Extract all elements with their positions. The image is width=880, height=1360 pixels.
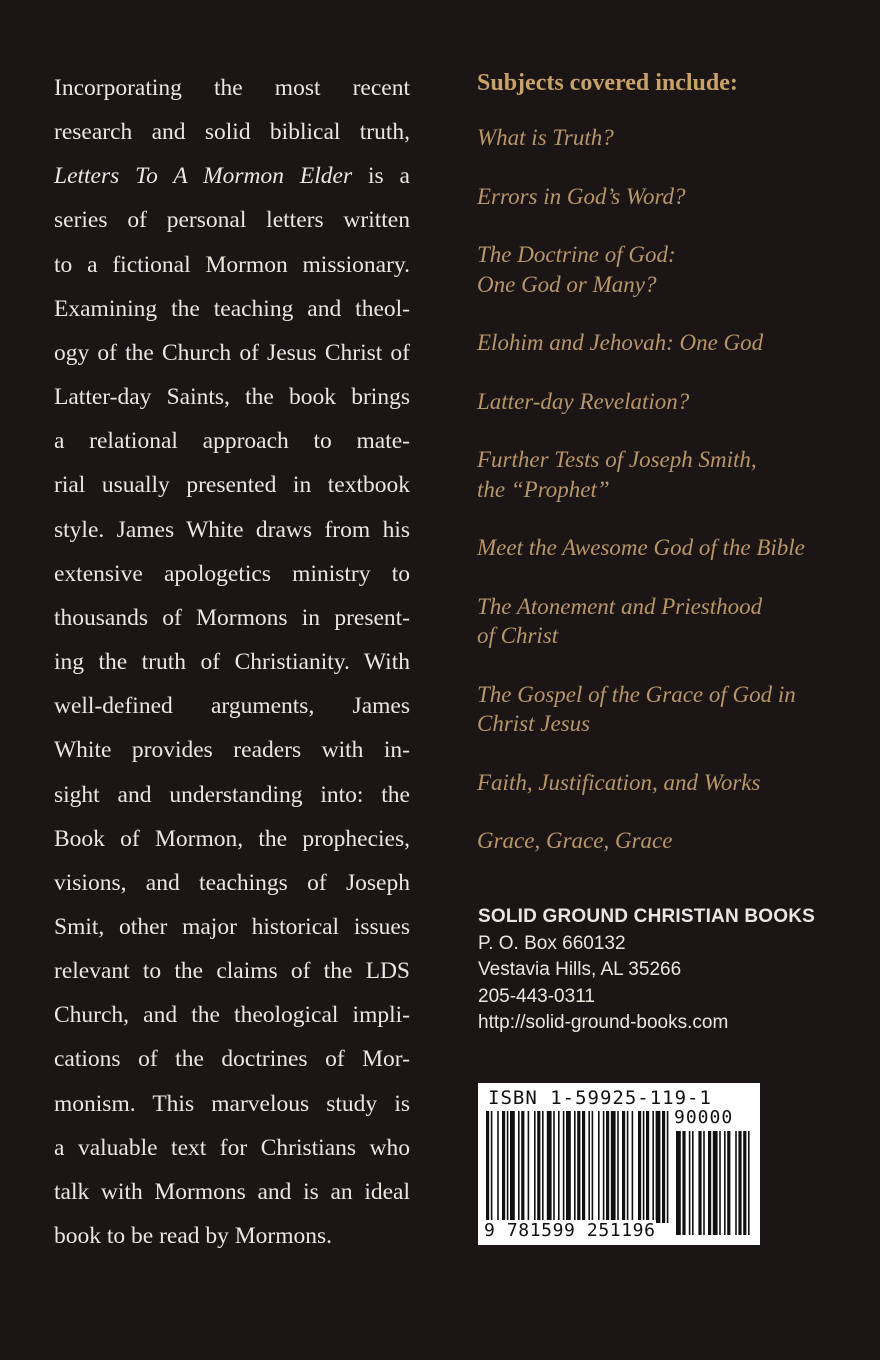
subject-item: Meet the Awesome God of the Bible	[477, 535, 805, 560]
description-line: Smit, other major historical issues	[54, 913, 410, 940]
description-line: White provides readers with in-	[54, 737, 410, 764]
description-line: Examining the teaching and theol-	[54, 295, 410, 322]
description-line: a relational approach to mate-	[54, 428, 410, 455]
barcode-bar	[611, 1111, 616, 1223]
description-line: style. James White draws from his	[54, 516, 410, 543]
barcode-addon-bar	[743, 1131, 746, 1235]
barcode-bar	[662, 1111, 665, 1223]
isbn-barcode	[478, 1083, 760, 1245]
barcode-addon-bar	[713, 1131, 718, 1235]
description-line: Letters To A Mormon Elder is a	[54, 163, 410, 190]
barcode-bar	[563, 1111, 565, 1223]
book-description	[54, 66, 410, 1258]
barcode-bar	[627, 1111, 629, 1223]
barcode-bar	[574, 1111, 576, 1223]
barcode-bar	[646, 1111, 649, 1223]
subject-item: Elohim and Jehovah: One God	[477, 330, 764, 355]
subject-item: The Atonement and Priesthood of Christ	[477, 593, 763, 648]
description-line: ogy of the Church of Jesus Christ of	[54, 339, 410, 366]
publisher-phone: 205-443-0311	[478, 985, 595, 1007]
publisher-info	[478, 904, 815, 1037]
subject-item: Grace, Grace, Grace	[477, 828, 673, 853]
barcode-bar	[510, 1111, 515, 1223]
barcode-bar	[528, 1111, 530, 1223]
book-title: Letters To A Mormon Elder	[54, 163, 353, 190]
description-line: monism. This marvelous study is	[54, 1090, 410, 1117]
subject-item: The Doctrine of God: One God or Many?	[477, 242, 676, 297]
barcode-addon-bar	[748, 1131, 750, 1235]
barcode-addon-bar	[682, 1131, 685, 1235]
ean-digits: 9 781599 251196	[484, 1220, 656, 1241]
subject-item: Further Tests of Joseph Smith, the “Prophet”	[477, 447, 757, 502]
isbn-label: ISBN 1-59925-119-1	[488, 1087, 712, 1109]
barcode-addon-bar	[727, 1131, 730, 1235]
publisher-address-line1: P. O. Box 660132	[478, 932, 626, 954]
barcode-bar	[497, 1111, 499, 1223]
barcode-bar	[537, 1111, 540, 1223]
publisher-name: SOLID GROUND CHRISTIAN BOOKS	[478, 906, 816, 927]
description-line: thousands of Mormons in present-	[54, 604, 410, 631]
barcode-addon-bar	[676, 1131, 681, 1235]
description-line: series of personal letters written	[54, 207, 410, 234]
price-code: 90000	[674, 1107, 734, 1128]
barcode-bar	[643, 1111, 645, 1223]
description-line: Latter-day Saints, the book brings	[54, 384, 410, 411]
barcode-bar	[486, 1111, 489, 1223]
barcode-bar	[558, 1111, 560, 1223]
barcode-bar	[603, 1111, 605, 1223]
description-line: to a fictional Mormon missionary.	[54, 251, 410, 278]
barcode-bar	[592, 1111, 594, 1223]
barcode-bar	[491, 1111, 493, 1223]
barcode-bar	[577, 1111, 580, 1223]
subject-item: Errors in God’s Word?	[477, 183, 686, 209]
description-line: cations of the doctrines of Mor-	[54, 1046, 410, 1073]
subject-list	[477, 123, 857, 856]
barcode-bar	[667, 1111, 669, 1223]
barcode-bar	[582, 1111, 585, 1223]
barcode-addon-bar	[698, 1131, 701, 1235]
barcode-bar	[606, 1111, 609, 1223]
barcode-bar	[656, 1111, 661, 1223]
barcode-bar	[617, 1111, 619, 1223]
barcode-bar	[547, 1111, 552, 1223]
barcode-bar	[652, 1111, 654, 1223]
description-line: Church, and the theological impli-	[54, 1002, 410, 1029]
description-line: talk with Mormons and is an ideal	[54, 1178, 410, 1205]
barcode-addon-bar	[689, 1131, 691, 1235]
barcode-bar	[521, 1111, 524, 1223]
barcode-bar	[507, 1111, 509, 1223]
description-line: book to be read by Mormons.	[54, 1223, 333, 1250]
subject-item: The Gospel of the Grace of God in Christ Jesus	[477, 681, 796, 736]
description-line: relevant to the claims of the LDS	[54, 958, 410, 985]
description-line: research and solid biblical truth,	[54, 119, 410, 146]
barcode-bar	[632, 1111, 634, 1223]
barcode-addon-bar	[719, 1131, 721, 1235]
publisher-address-line2: Vestavia Hills, AL 35266	[478, 959, 682, 981]
barcode-bar	[588, 1111, 590, 1223]
barcode-addon-bar	[708, 1131, 711, 1235]
subjects-heading: Subjects covered include:	[477, 70, 738, 96]
barcode-bar	[502, 1111, 505, 1223]
barcode-bar	[622, 1111, 625, 1223]
barcode-addon-bar	[703, 1131, 705, 1235]
subject-item: Latter-day Revelation?	[477, 388, 690, 414]
barcode-addon-bar	[735, 1131, 737, 1235]
description-line: ing the truth of Christianity. With	[54, 649, 410, 676]
barcode-addon-bar	[724, 1131, 726, 1235]
barcode-bar	[518, 1111, 520, 1223]
barcode-bar	[534, 1111, 536, 1223]
publisher-website: http://solid-ground-books.com	[478, 1012, 729, 1034]
description-line: sight and understanding into: the	[54, 781, 410, 808]
description-line: extensive apologetics ministry to	[54, 560, 410, 587]
description-line: a valuable text for Christians who	[54, 1134, 410, 1161]
barcode-bar	[553, 1111, 555, 1223]
description-line: well-defined arguments, James	[54, 693, 410, 720]
barcode-bar	[542, 1111, 544, 1223]
description-line: rial usually presented in textbook	[54, 472, 410, 499]
subject-item: Faith, Justification, and Works	[477, 769, 761, 795]
barcode-bar	[598, 1111, 600, 1223]
subject-item: What is Truth?	[477, 125, 614, 150]
subjects-section	[477, 66, 857, 885]
barcode-bar	[638, 1111, 641, 1223]
barcode-bar	[566, 1111, 571, 1223]
barcode-addon-bar	[738, 1131, 741, 1235]
barcode-addon-bar	[692, 1131, 694, 1235]
description-line: Incorporating the most recent	[54, 75, 410, 101]
description-line: Book of Mormon, the prophecies,	[54, 825, 410, 852]
description-line: visions, and teachings of Joseph	[54, 869, 410, 896]
